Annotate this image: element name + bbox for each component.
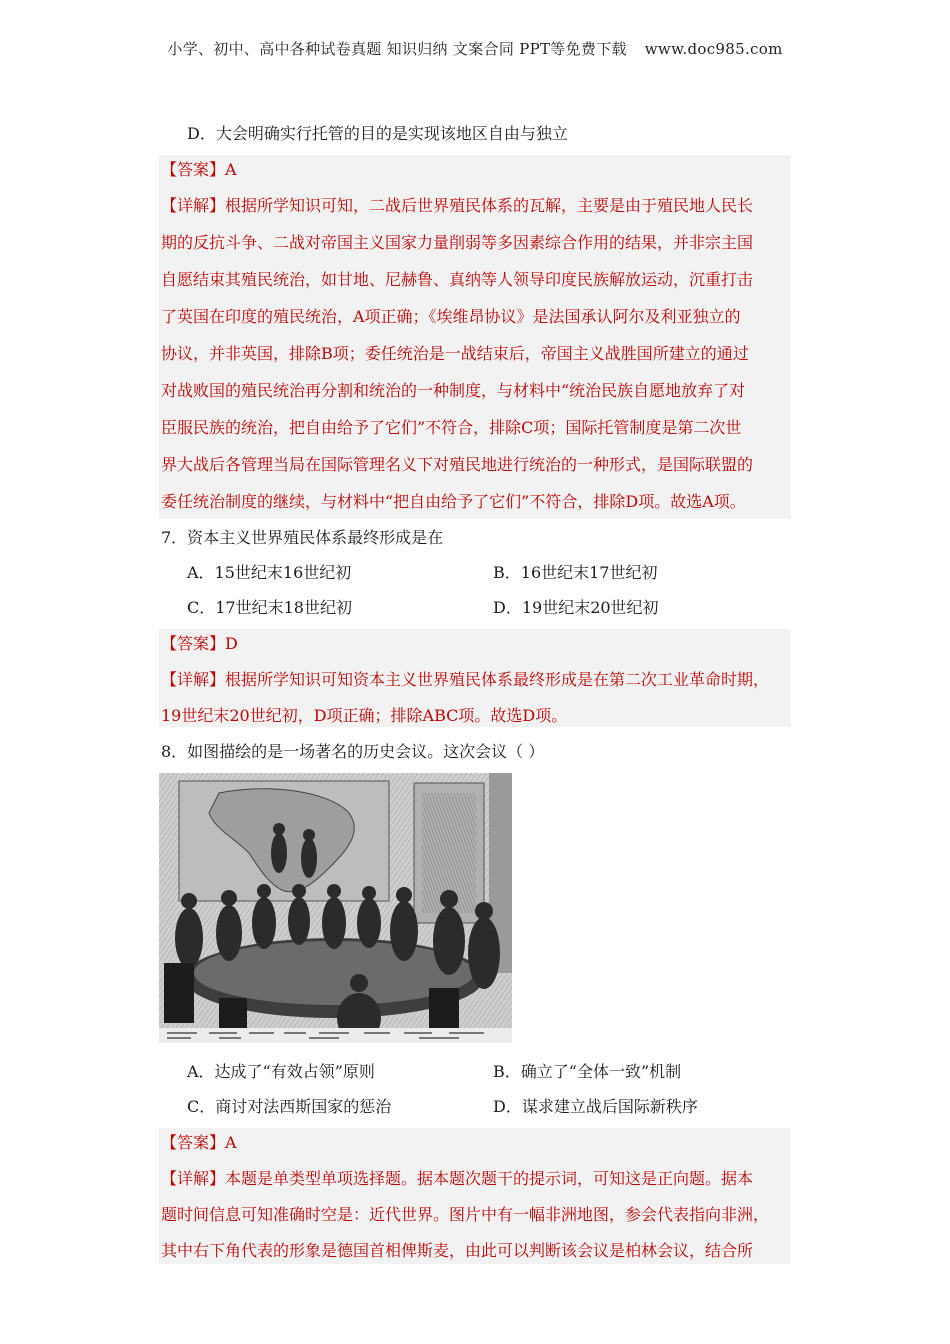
answer-letter: A bbox=[225, 1133, 237, 1152]
q6-detail-line-8: 委任统治制度的继续，与材料中“把自由给予了它们”不符合，排除D项。故选A项。 bbox=[161, 492, 746, 511]
q7-option-a: A．15世纪末16世纪初 bbox=[187, 563, 352, 582]
detail-tag: 【详解】 bbox=[161, 670, 226, 689]
q7-option-c: C．17世纪末18世纪初 bbox=[187, 598, 352, 617]
q6-detail-line-2: 自愿结束其殖民统治，如甘地、尼赫鲁、真纳等人领导印度民族解放运动，沉重打击 bbox=[161, 270, 754, 289]
q6-detail-line-5: 对战败国的殖民统治再分割和统治的一种制度，与材料中“统治民族自愿地放弃了对 bbox=[161, 381, 746, 400]
q8-detail-line-2: 其中右下角代表的形象是德国首相俾斯麦，由此可以判断该会议是柏林会议，结合所 bbox=[161, 1241, 754, 1260]
answer-letter: D bbox=[225, 634, 238, 653]
answer-tag: 【答案】 bbox=[161, 160, 226, 179]
q6-answer bbox=[161, 160, 237, 180]
header-site: www.doc985.com bbox=[644, 40, 783, 58]
berlin-conference-engraving bbox=[159, 773, 512, 1043]
answer-letter: A bbox=[225, 160, 237, 179]
detail-tag: 【详解】 bbox=[161, 196, 226, 215]
q7-detail-line-1: 19世纪末20世纪初，D项正确；排除ABC项。故选D项。 bbox=[161, 706, 568, 725]
engraving-illustration bbox=[159, 773, 512, 1043]
page-header bbox=[0, 38, 950, 59]
q8-option-a: A．达成了“有效占领”原则 bbox=[187, 1062, 375, 1081]
q6-detail-line-3: 了英国在印度的殖民统治，A项正确；《埃维昂协议》是法国承认阿尔及利亚独立的 bbox=[161, 307, 741, 326]
q8-option-c: C．商讨对法西斯国家的惩治 bbox=[187, 1097, 392, 1116]
header-text: 小学、初中、高中各种试卷真题 知识归纳 文案合同 PPT等免费下载 bbox=[167, 40, 627, 58]
q6-detail-line-4: 协议，并非英国，排除B项；委任统治是一战结束后，帝国主义战胜国所建立的通过 bbox=[161, 344, 749, 363]
q8-option-d: D．谋求建立战后国际新秩序 bbox=[493, 1097, 698, 1116]
q8-detail-line-1: 题时间信息可知准确时空是：近代世界。图片中有一幅非洲地图，参会代表指向非洲， bbox=[161, 1205, 770, 1224]
answer-tag: 【答案】 bbox=[161, 634, 226, 653]
q8-detail-line-0: 【详解】本题是单类型单项选择题。据本题次题干的提示词，可知这是正向题。据本 bbox=[161, 1169, 754, 1188]
q8-option-b: B．确立了“全体一致”机制 bbox=[493, 1062, 682, 1081]
q6-option-d: D．大会明确实行托管的目的是实现该地区自由与独立 bbox=[187, 124, 568, 143]
detail-tag: 【详解】 bbox=[161, 1169, 226, 1188]
q7-option-d: D．19世纪末20世纪初 bbox=[493, 598, 659, 617]
answer-tag: 【答案】 bbox=[161, 1133, 226, 1152]
q6-detail-line-6: 臣服民族的统治，把自由给予了它们”不符合，排除C项；国际托管制度是第二次世 bbox=[161, 418, 742, 437]
q7-answer bbox=[161, 634, 238, 654]
q7-detail-line-0: 【详解】根据所学知识可知资本主义世界殖民体系最终形成是在第二次工业革命时期， bbox=[161, 670, 770, 689]
q8-answer bbox=[161, 1133, 237, 1153]
q8-stem: 8．如图描绘的是一场著名的历史会议。这次会议（ ） bbox=[161, 742, 545, 761]
q6-detail-line-1: 期的反抗斗争、二战对帝国主义国家力量削弱等多因素综合作用的结果，并非宗主国 bbox=[161, 233, 754, 252]
q7-option-b: B．16世纪末17世纪初 bbox=[493, 563, 658, 582]
q7-stem: 7．资本主义世界殖民体系最终形成是在 bbox=[161, 528, 444, 547]
q6-detail-line-7: 界大战后各管理当局在国际管理名义下对殖民地进行统治的一种形式，是国际联盟的 bbox=[161, 455, 754, 474]
q6-detail-line-0: 【详解】根据所学知识可知，二战后世界殖民体系的瓦解，主要是由于殖民地人民长 bbox=[161, 196, 754, 215]
